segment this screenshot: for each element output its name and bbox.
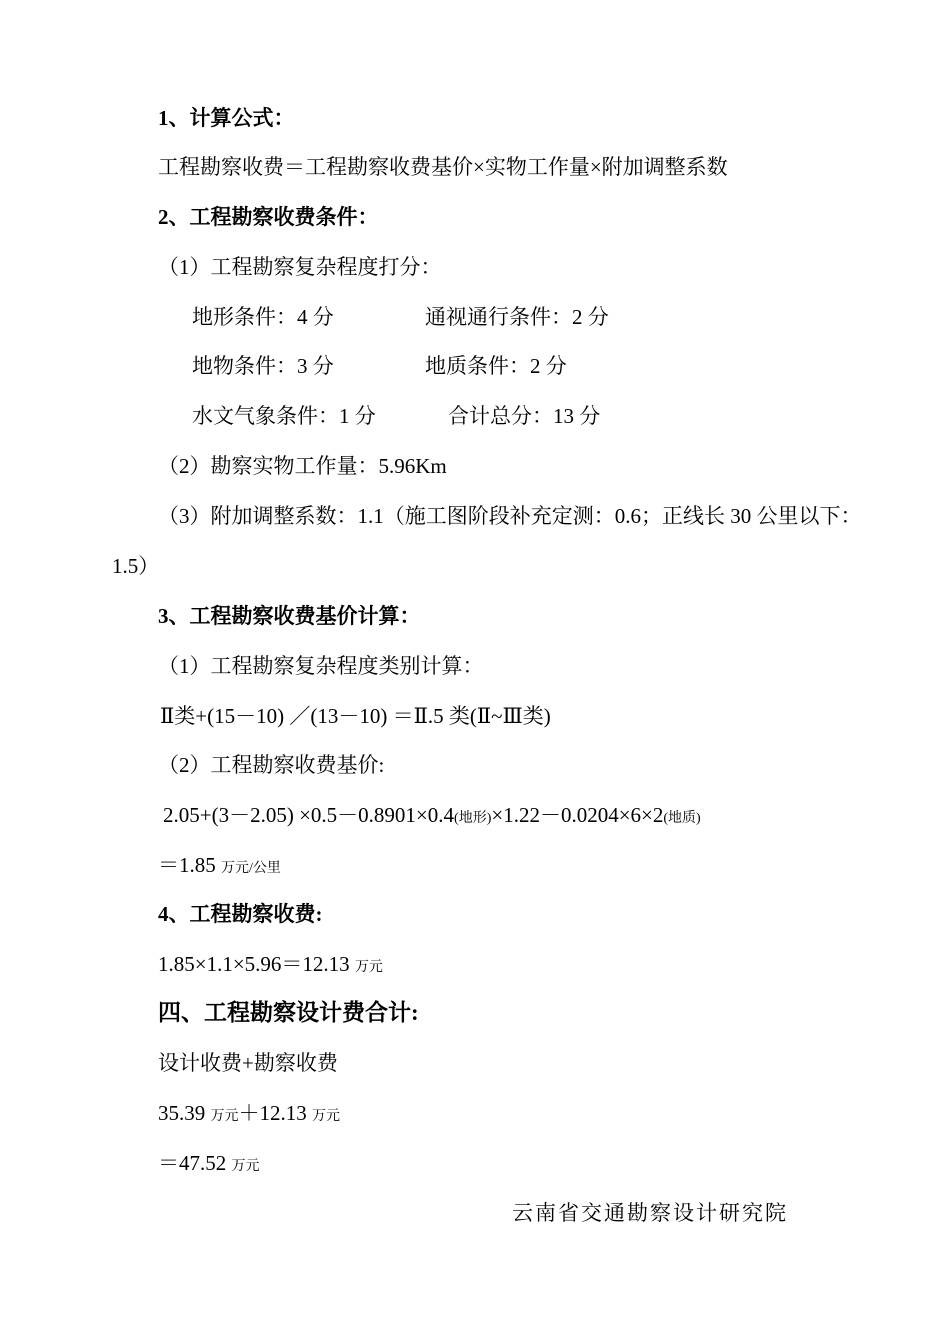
- base-price-calc: [163, 802, 701, 832]
- price-calc-part1: 2.05+(3－2.05) ×0.5－0.8901×0.4: [163, 803, 455, 827]
- section-3-heading: 3、工程勘察收费基价计算：: [158, 604, 421, 628]
- total-sum: [158, 1100, 340, 1130]
- fee-formula: 工程勘察收费＝工程勘察收费基价×实物工作量×附加调整系数: [158, 155, 728, 179]
- base-price-result: [158, 852, 281, 882]
- design-fee-unit: 万元: [210, 1109, 239, 1124]
- total-value: ＝47.52: [158, 1151, 227, 1175]
- score-geology: 地质条件：2 分: [425, 354, 567, 378]
- complexity-scoring-label: （1）工程勘察复杂程度打分：: [158, 255, 442, 279]
- survey-fee-calc: [158, 951, 383, 981]
- score-terrain: 地形条件：4 分: [192, 305, 334, 329]
- total-formula: 设计收费+勘察收费: [158, 1051, 338, 1075]
- survey-fee-addend-unit: 万元: [312, 1109, 340, 1124]
- institute-signature: 云南省交通勘察设计研究院: [512, 1201, 788, 1225]
- score-visibility: 通视通行条件：2 分: [425, 305, 609, 329]
- class-calc: Ⅱ类+(15－10) ／(13－10) ＝Ⅱ.5 类(Ⅱ~Ⅲ类): [160, 704, 551, 728]
- total-heading: 四、工程勘察设计费合计:: [158, 1000, 419, 1025]
- class-calc-label: （1）工程勘察复杂程度类别计算：: [158, 654, 484, 678]
- section-2-heading: 2、工程勘察收费条件：: [158, 205, 379, 229]
- adjustment-line-2: 1.5）: [112, 554, 160, 578]
- price-calc-part2: ×1.22－0.0204×6×2: [491, 803, 664, 827]
- base-price-value: ＝1.85: [158, 853, 216, 877]
- design-fee-value: 35.39: [158, 1101, 206, 1125]
- score-total: 合计总分：13 分: [448, 404, 601, 428]
- base-price-unit: 万元/公里: [221, 861, 281, 876]
- score-hydro: 水文气象条件：1 分: [192, 404, 376, 428]
- adjustment-line-1: （3）附加调整系数：1.1（施工图阶段补充定测：0.6；正线长 30 公里以下：: [158, 504, 862, 528]
- section-4-heading: 4、工程勘察收费:: [158, 902, 323, 926]
- survey-fee-value: 1.85×1.1×5.96＝12.13: [158, 952, 350, 976]
- workload-line: （2）勘察实物工作量：5.96Km: [158, 454, 447, 478]
- survey-fee-unit: 万元: [354, 960, 383, 975]
- section-1-heading: 1、计算公式：: [158, 106, 295, 130]
- price-calc-note-geology: (地质): [663, 811, 701, 826]
- base-price-label: （2）工程勘察收费基价:: [158, 753, 385, 777]
- total-unit: 万元: [231, 1159, 260, 1174]
- total-result: [158, 1150, 260, 1180]
- price-calc-note-terrain: (地形): [454, 811, 492, 826]
- score-objects: 地物条件：3 分: [192, 354, 334, 378]
- survey-fee-addend: ＋12.13: [238, 1101, 307, 1125]
